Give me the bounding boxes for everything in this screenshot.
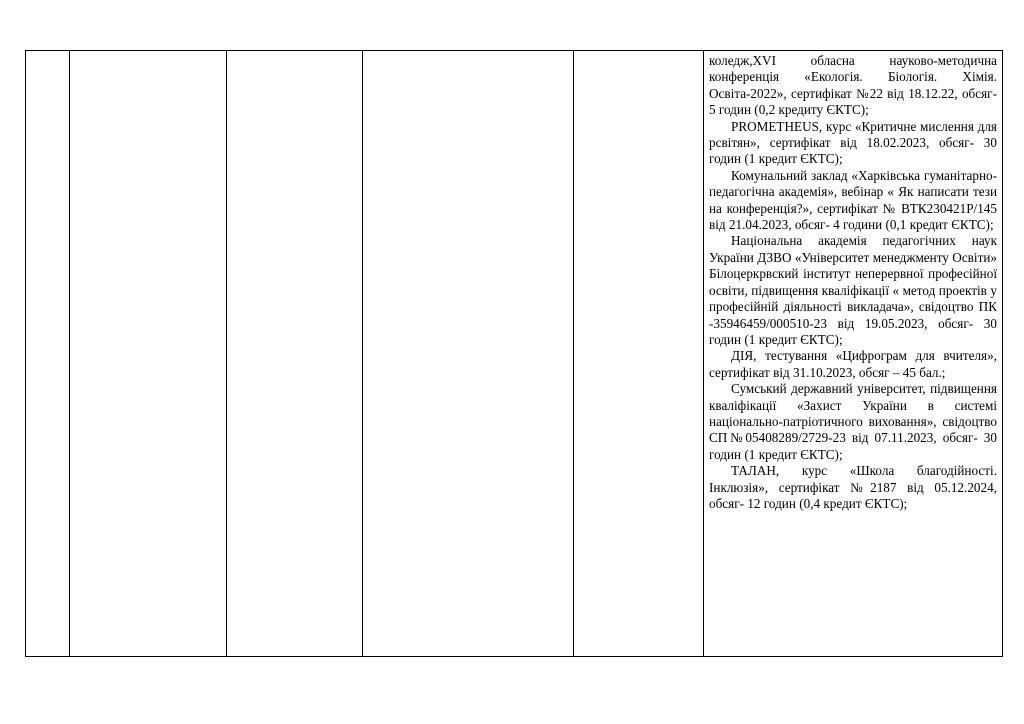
- table-cell-5: [574, 51, 704, 657]
- entry-paragraph: Комунальний заклад «Харківська гуманітарно-педагогічна академія», вебінар « Як написати тези на конференція?», сертифікат № ВТК230421Р/145 від 21.04.2023, обсяг- 4 години (0,1 кредит ЄКТС);: [709, 167, 997, 233]
- entry-paragraph: Сумський державний університет, підвищення кваліфікації «Захист України в системі національно-патріотичного виховання», свідоцтво СП№05408289/2729-23 від 07.11.2023, обсяг- 30 годин (1 кредит ЄКТС);: [709, 381, 997, 462]
- entry-paragraph: PROMETHEUS, курс «Критичне мислення для рсвітян», сертифікат від 18.02.2023, обсяг- 30 годин (1 кредит ЄКТС);: [709, 118, 997, 167]
- table-row: [26, 51, 1003, 657]
- table-cell-1: [26, 51, 70, 657]
- table-cell-3: [227, 51, 363, 657]
- entry-paragraph: коледж,XVI обласна науково-методична конференція «Екологія. Біологія. Хімія. Освіта-2022», сертифікат №22 від 18.12.22, обсяг- 5 годин (0,2 кредиту ЄКТС);: [709, 53, 997, 118]
- entry-paragraph: ДІЯ, тестування «Цифрограм для вчителя», сертифікат від 31.10.2023, обсяг – 45 бал.;: [709, 348, 997, 380]
- document-table: [25, 50, 1003, 657]
- entry-paragraph: ТАЛАН, курс «Школа благодійності. Інклюзія», сертифікат №2187 від 05.12.2024, обсяг- 12 годин (0,4 кредит ЄКТС);: [709, 463, 997, 511]
- table-cell-2: [70, 51, 227, 657]
- qualification-cell: [704, 51, 1003, 657]
- table-cell-4: [363, 51, 574, 657]
- entry-paragraph: Національна академія педагогічних наук України ДЗВО «Університет менеджменту Освіти» Білоцеркрвский інститут неперервної професійної освіти, підвищення кваліфікації « метод проектів у професійній діяльності викладача», свідоцтво ПК -35946459/000510-23 від 19.05.2023, обсяг- 30 годин (1 кредит ЄКТС);: [709, 233, 997, 347]
